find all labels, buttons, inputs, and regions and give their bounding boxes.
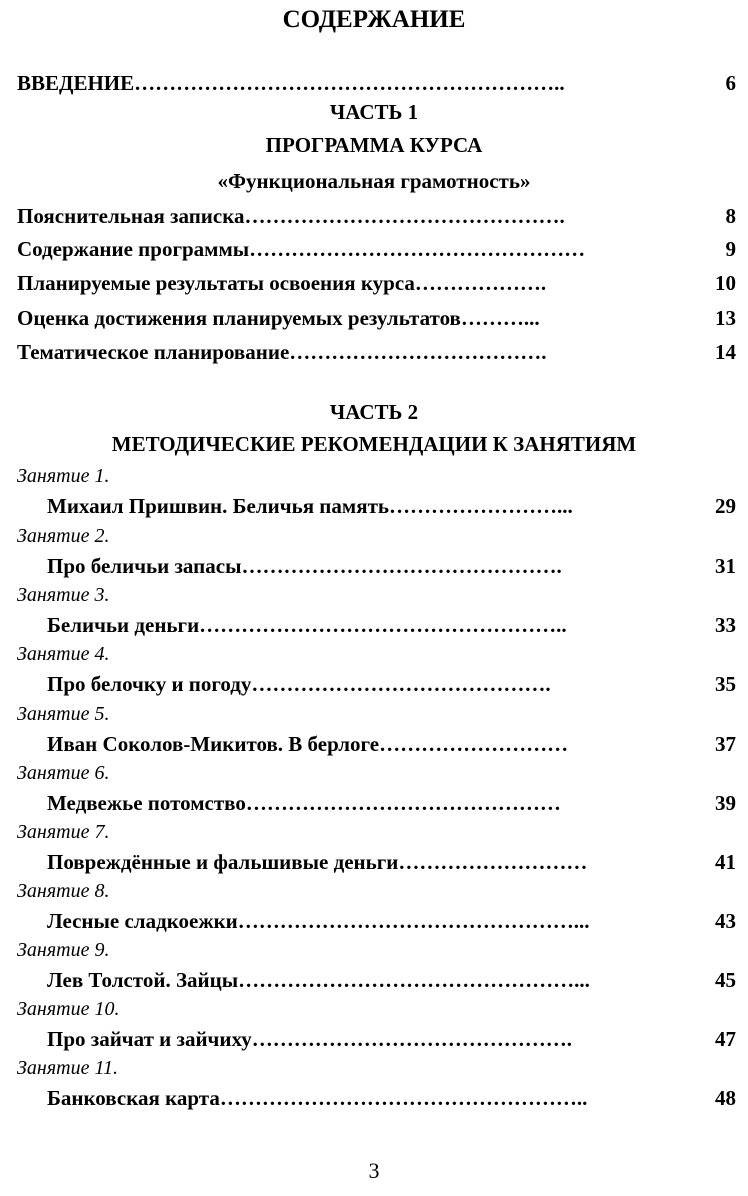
toc-entry-intro[interactable]: ВВЕДЕНИЕ…………………………………………………….. xyxy=(17,71,565,95)
toc-page: 43 xyxy=(715,909,736,933)
page-number: 3 xyxy=(368,1158,380,1183)
toc-page: 10 xyxy=(715,271,736,295)
toc-page: 35 xyxy=(715,672,736,696)
lesson-label: Занятие 5. xyxy=(17,703,110,725)
toc-entry-lesson[interactable]: Банковская карта…………………………………………….. xyxy=(47,1086,588,1110)
toc-page: 33 xyxy=(715,613,736,637)
toc-entry[interactable]: Планируемые результаты освоения курса………………. xyxy=(17,271,547,295)
part2-subheading: МЕТОДИЧЕСКИЕ РЕКОМЕНДАЦИИ К ЗАНЯТИЯМ xyxy=(111,432,637,456)
toc-page: 13 xyxy=(715,306,736,330)
part2-heading: ЧАСТЬ 2 xyxy=(329,400,419,424)
toc-page: 47 xyxy=(715,1027,736,1051)
toc-page-intro: 6 xyxy=(725,71,736,95)
toc-entry-lesson[interactable]: Лев Толстой. Зайцы…………………………………………... xyxy=(47,968,590,992)
toc-entry[interactable]: Содержание программы………………………………………… xyxy=(17,237,586,261)
lesson-label: Занятие 11. xyxy=(17,1057,118,1079)
toc-entry-lesson[interactable]: Михаил Пришвин. Беличья память……………………... xyxy=(47,494,573,518)
toc-page: 31 xyxy=(715,554,736,578)
toc-page: 37 xyxy=(715,732,736,756)
lesson-label: Занятие 4. xyxy=(17,643,110,665)
page-title: СОДЕРЖАНИЕ xyxy=(282,6,466,33)
lesson-label: Занятие 8. xyxy=(17,880,110,902)
toc-entry[interactable]: Тематическое планирование………………………………. xyxy=(17,340,547,364)
toc-page: 9 xyxy=(725,237,736,261)
toc-entry[interactable]: Пояснительная записка………………………………………. xyxy=(17,204,565,228)
toc-page: 41 xyxy=(715,850,736,874)
toc-entry-lesson[interactable]: Иван Соколов-Микитов. В берлоге……………………… xyxy=(47,732,569,756)
lesson-label: Занятие 1. xyxy=(17,465,110,487)
toc-page: 39 xyxy=(715,791,736,815)
toc-entry-lesson[interactable]: Про зайчат и зайчиху………………………………………. xyxy=(47,1027,572,1051)
lesson-label: Занятие 10. xyxy=(17,998,120,1020)
toc-page: 29 xyxy=(715,494,736,518)
lesson-label: Занятие 2. xyxy=(17,525,110,547)
toc-entry[interactable]: Оценка достижения планируемых результатов………... xyxy=(17,306,540,330)
toc-entry-lesson[interactable]: Медвежье потомство……………………………………… xyxy=(47,791,561,815)
lesson-label: Занятие 3. xyxy=(17,584,110,606)
toc-entry-lesson[interactable]: Лесные сладкоежки…………………………………………... xyxy=(47,909,590,933)
part1-subheading: ПРОГРАММА КУРСА xyxy=(265,133,483,157)
part1-course-title: «Функциональная грамотность» xyxy=(217,169,531,193)
toc-page: 45 xyxy=(715,968,736,992)
toc-page: 48 xyxy=(715,1086,736,1110)
toc-entry-lesson[interactable]: Про белочку и погоду……………………………………. xyxy=(47,672,551,696)
toc-page: 8 xyxy=(725,204,736,228)
lesson-label: Занятие 9. xyxy=(17,939,110,961)
toc-page: 14 xyxy=(715,340,736,364)
toc-entry-lesson[interactable]: Беличьи деньги…………………………………………….. xyxy=(47,613,567,637)
toc-entry-lesson[interactable]: Повреждённые и фальшивые деньги……………………… xyxy=(47,850,588,874)
lesson-label: Занятие 7. xyxy=(17,821,110,843)
toc-entry-lesson[interactable]: Про беличьи запасы………………………………………. xyxy=(47,554,562,578)
part1-heading: ЧАСТЬ 1 xyxy=(329,100,419,124)
lesson-label: Занятие 6. xyxy=(17,762,110,784)
